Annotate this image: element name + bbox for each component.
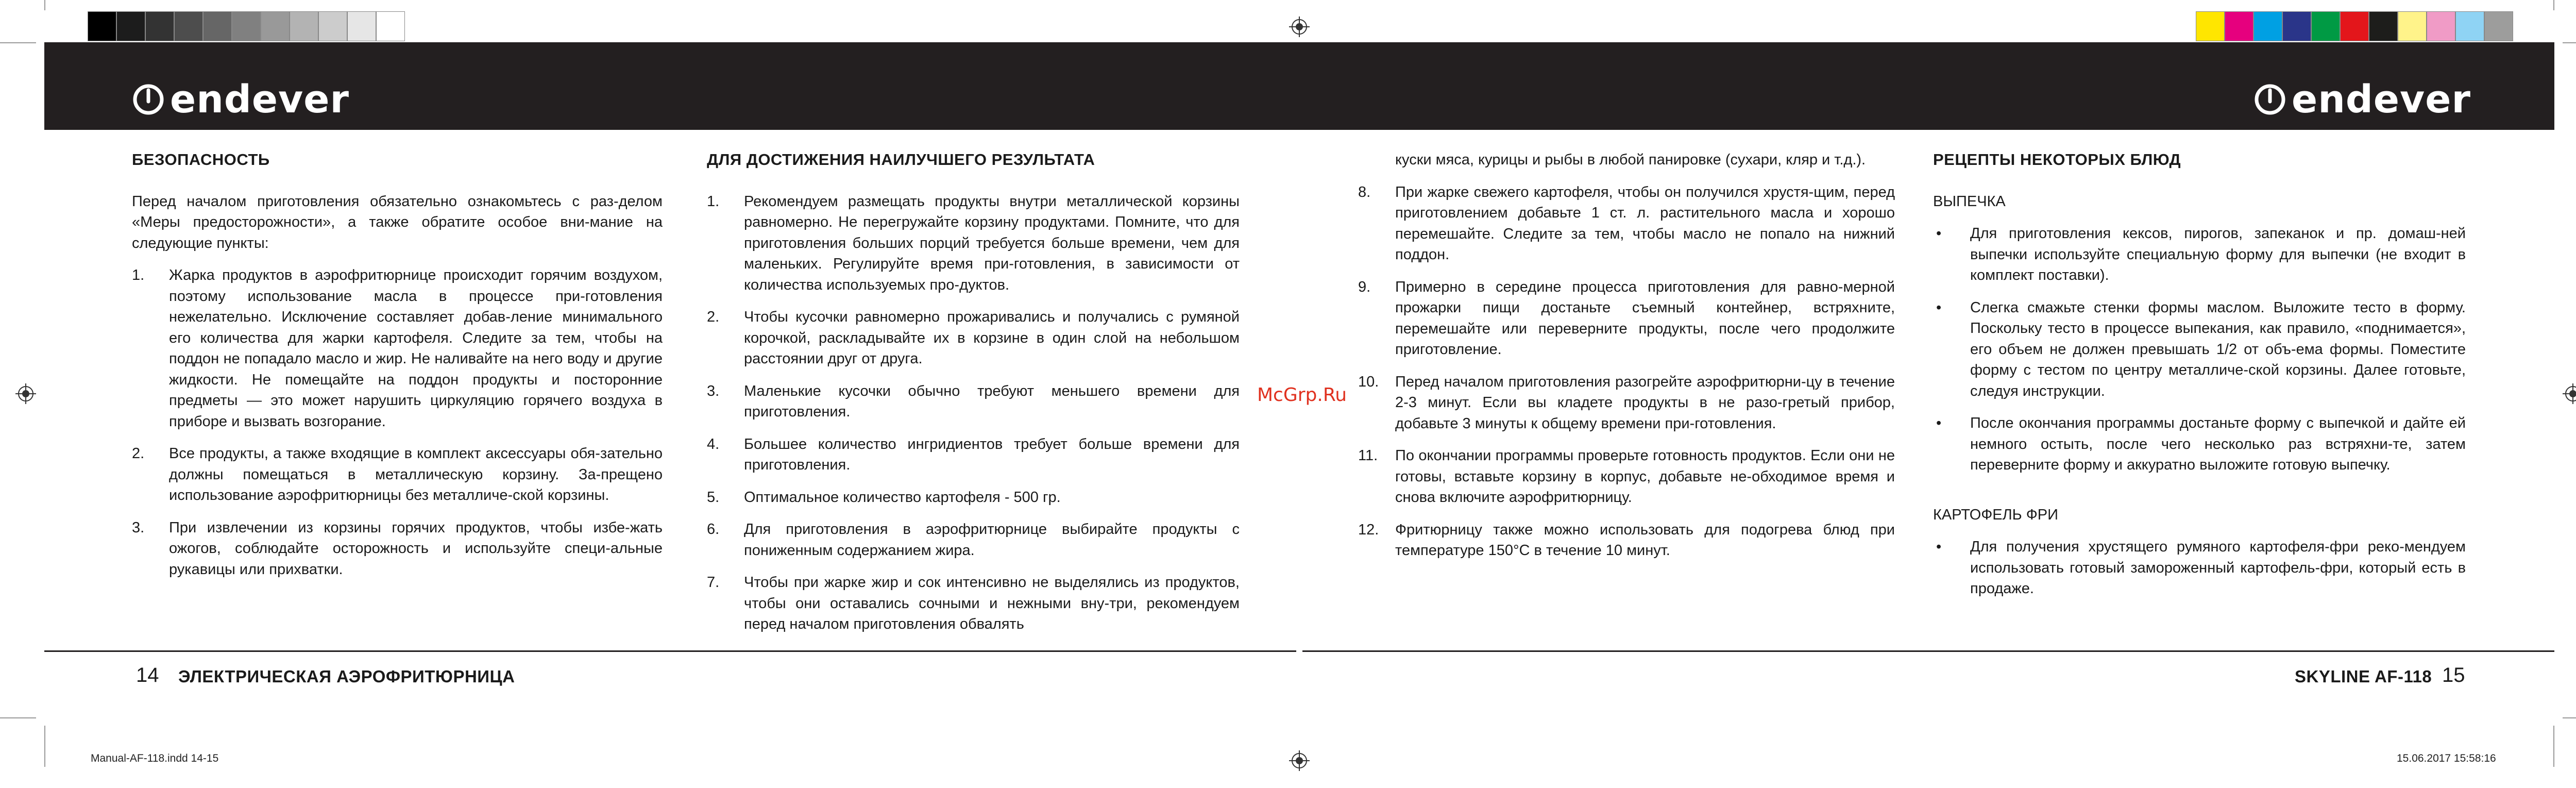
item-number: 7. <box>707 574 720 591</box>
list-item <box>707 434 1240 476</box>
color-swatch <box>2369 11 2398 41</box>
recipes-section <box>1933 149 2466 611</box>
list-item <box>707 381 1240 423</box>
safety-list <box>132 265 663 580</box>
item-text: Маленькие кусочки обычно требуют меньшего времени для приготовления. <box>744 382 1240 420</box>
item-text: Перед началом приготовления разогрейте аэрофритюрни-цу в течение 2-3 минут. Если вы кладете продукты в не разо-гретый прибор, добавьте 3 минуты к общему времени при-готовления. <box>1395 373 1895 432</box>
crop-mark <box>2563 717 2576 718</box>
bullet-marker: • <box>1936 539 1942 555</box>
item-text: Для приготовления в аэрофритюрнице выбирайте продукты с пониженным содержанием жира. <box>744 521 1240 559</box>
baking-list <box>1933 223 2466 476</box>
logo-wordmark: endever <box>2292 77 2471 122</box>
list-item <box>1933 536 2466 599</box>
item-number: 3. <box>707 382 720 399</box>
color-swatch <box>232 11 261 41</box>
section-heading: РЕЦЕПТЫ НЕКОТОРЫХ БЛЮД <box>1933 150 2181 169</box>
item-number: 4. <box>707 435 720 452</box>
registration-mark-icon <box>2563 383 2576 404</box>
bullet-marker: • <box>1936 299 1942 316</box>
color-swatch <box>376 11 405 41</box>
item-text: Для приготовления кексов, пирогов, запеканок и пр. домаш-ней выпечки используйте специальную форму для выпечки (не входит в комплект поставки). <box>1970 225 2466 283</box>
bullet-marker: • <box>1936 415 1942 431</box>
color-swatch <box>2282 11 2311 41</box>
color-swatch <box>2253 11 2282 41</box>
page-number-left: 14 <box>136 664 159 686</box>
footer-rule <box>44 650 1296 652</box>
color-swatch <box>2484 11 2513 41</box>
item-number: 2. <box>132 445 145 462</box>
item-text: При извлечении из корзины горячих продуктов, чтобы избе-жать ожогов, соблюдайте осторожность и используйте специ-альные рукавицы или прихватки. <box>169 519 663 578</box>
list-item <box>1933 413 2466 476</box>
item-text: Слегка смажьте стенки формы маслом. Выложите тесто в форму. Поскольку тесто в процессе выпекания, как правило, «поднимается», его объем не должен превышать 1/2 от объ-ема формы. Поместите форму с тестом по центру металличе-ской корзины. Далее готовьте, следуя инструкции. <box>1970 299 2466 399</box>
item-text: Чтобы кусочки равномерно прожаривались и получались с румяной корочкой, раскладывайте их в корзине в один слой на небольшом расстоянии друг от друга. <box>744 309 1240 367</box>
item-text: Большее количество ингридиентов требует больше времени для приготовления. <box>744 435 1240 473</box>
color-swatch <box>347 11 376 41</box>
item-text: По окончании программы проверьте готовность продуктов. Если они не готовы, вставьте корзину в корпус, добавьте не-обходимое время и снова включите аэрофритюрницу. <box>1395 447 1895 506</box>
best-results-list-continued <box>1358 182 1895 561</box>
crop-mark <box>2553 0 2554 10</box>
item-text: Для получения хрустящего румяного картофеля-фри реко-мендуем использовать готовый замороженный картофель-фри, который есть в продаже. <box>1970 539 2466 597</box>
list-item <box>1933 223 2466 286</box>
list-item <box>707 519 1240 561</box>
crop-mark <box>0 717 36 718</box>
registration-mark-icon <box>1289 16 1310 37</box>
header-band <box>44 42 2554 130</box>
item-number: 10. <box>1358 373 1379 390</box>
list-item <box>1358 519 1895 561</box>
list-item <box>707 572 1240 635</box>
item-text: При жарке свежего картофеля, чтобы он получился хрустя-щим, перед приготовлением добавьте 1 ст. л. растительного масла и хорошо перемешайте. Следите за тем, чтобы масло не попало на нижний поддон. <box>1395 183 1895 263</box>
list-item <box>1358 182 1895 265</box>
crop-mark <box>2563 42 2576 43</box>
color-swatch <box>145 11 174 41</box>
item-text: Жарка продуктов в аэрофритюрнице происходит горячим воздухом, поэтому использование масла в процессе при-готовления нежелательно. Исключение составляет добав-ление минимального его количества для жарки картофеля. Следите за тем, чтобы на поддон не попадало масло и жир. Не наливайте на него воду и другие жидкости. Не помещайте на поддон продукты и посторонние предметы — это может нарушить циркуляцию горячего воздуха в приборе и вызвать возгорание. <box>169 267 663 430</box>
slug-filename: Manual-AF-118.indd 14-15 <box>91 752 219 764</box>
power-icon <box>132 83 165 116</box>
best-results-section <box>707 149 1240 646</box>
item-number: 12. <box>1358 521 1379 538</box>
item-text: После окончания программы достаньте форму с выпечкой и дайте ей немного остыть, после чего несколько раз встряхни-те, затем переверните форму и аккуратно выложите готовую выпечку. <box>1970 415 2466 473</box>
footer-title-right: SKYLINE AF-118 <box>2295 667 2432 686</box>
safety-section <box>132 149 663 591</box>
crop-mark <box>0 42 36 43</box>
color-swatch <box>116 11 145 41</box>
list-item <box>132 517 663 580</box>
subsection-title: ВЫПЕЧКА <box>1933 193 2006 210</box>
item-text: Рекомендуем размещать продукты внутри металлической корзины равномерно. Не перегружайте корзину продуктами. Помните, что для приготовления больших порций требуется больше времени, чем для маленьких. Регулируйте время при-готовления, в зависимости от количества используемых про-дуктов. <box>744 193 1240 293</box>
list-item <box>1933 297 2466 402</box>
registration-mark-icon <box>15 383 36 404</box>
footer-title-left: ЭЛЕКТРИЧЕСКАЯ АЭРОФРИТЮРНИЦА <box>178 667 515 686</box>
color-swatch <box>2196 11 2225 41</box>
item-number: 8. <box>1358 183 1371 200</box>
brand-logo-right <box>2253 77 2471 122</box>
list-item <box>1358 277 1895 360</box>
item-number: 9. <box>1358 278 1371 295</box>
item-text: Чтобы при жарке жир и сок интенсивно не выделялись из продуктов, чтобы они оставались сочными и нежными вну-три, рекомендуем перед началом приготовления обвалять <box>744 574 1240 632</box>
list-item <box>1358 372 1895 434</box>
color-swatch <box>2455 11 2484 41</box>
crop-mark <box>44 0 45 10</box>
color-swatch <box>290 11 318 41</box>
power-icon <box>2253 83 2286 116</box>
section-heading: БЕЗОПАСНОСТЬ <box>132 150 270 169</box>
list-item <box>707 307 1240 370</box>
item-text: Примерно в середине процесса приготовления для равно-мерной прожарки пищи достаньте съемный контейнер, встряхните, перемешайте или переверните продукты, после чего продолжите приготовление. <box>1395 278 1895 358</box>
item-number: 2. <box>707 309 720 325</box>
crop-mark <box>2553 726 2554 767</box>
crop-mark <box>44 726 45 767</box>
section-heading: ДЛЯ ДОСТИЖЕНИЯ НАИЛУЧШЕГО РЕЗУЛЬТАТА <box>707 150 1095 169</box>
color-swatch <box>2398 11 2427 41</box>
color-swatch <box>88 11 116 41</box>
item-text: Фритюрницу также можно использовать для подогрева блюд при температуре 150°C в течение 10 минут. <box>1395 521 1895 559</box>
best-results-list <box>707 191 1240 635</box>
color-swatch <box>318 11 347 41</box>
continued-text: куски мяса, курицы и рыбы в любой панировке (сухари, кляр и т.д.). <box>1395 152 1866 168</box>
color-swatch <box>2340 11 2369 41</box>
color-swatch <box>261 11 290 41</box>
list-item <box>132 265 663 432</box>
item-number: 3. <box>132 519 145 536</box>
section-intro: Перед началом приготовления обязательно ознакомьтесь с раз-делом «Меры предосторожности», а также обратите особое вни-мание на следующие пункты: <box>132 193 663 252</box>
best-results-continued <box>1358 149 1895 573</box>
color-swatch <box>2311 11 2340 41</box>
list-item <box>707 191 1240 296</box>
page-number-right: 15 <box>2442 664 2465 686</box>
item-number: 5. <box>707 489 720 506</box>
color-swatch <box>203 11 232 41</box>
item-number: 1. <box>132 267 145 283</box>
bullet-marker: • <box>1936 225 1942 242</box>
subsection-title: КАРТОФЕЛЬ ФРИ <box>1933 506 2058 523</box>
footer-rule <box>1302 650 2554 652</box>
list-item <box>707 487 1240 508</box>
color-swatch <box>2427 11 2455 41</box>
list-item <box>132 443 663 506</box>
color-swatch <box>2225 11 2253 41</box>
watermark-text: McGrp.Ru <box>1257 384 1347 406</box>
item-text: Оптимальное количество картофеля - 500 гр. <box>744 489 1061 506</box>
item-text: Все продукты, а также входящие в комплект аксессуары обя-зательно должны помещаться в металлическую корзину. За-прещено использование аэрофритюрницы без металличе-ской корзины. <box>169 445 663 504</box>
slug-date: 15.06.2017 15:58:16 <box>2397 752 2496 764</box>
fries-list <box>1933 536 2466 599</box>
list-item <box>1358 445 1895 508</box>
color-swatch <box>174 11 203 41</box>
item-number: 11. <box>1358 447 1378 464</box>
item-number: 6. <box>707 521 720 538</box>
item-number: 1. <box>707 193 720 210</box>
brand-logo-left <box>132 77 349 122</box>
logo-wordmark: endever <box>170 77 349 122</box>
registration-mark-icon <box>1289 750 1310 771</box>
